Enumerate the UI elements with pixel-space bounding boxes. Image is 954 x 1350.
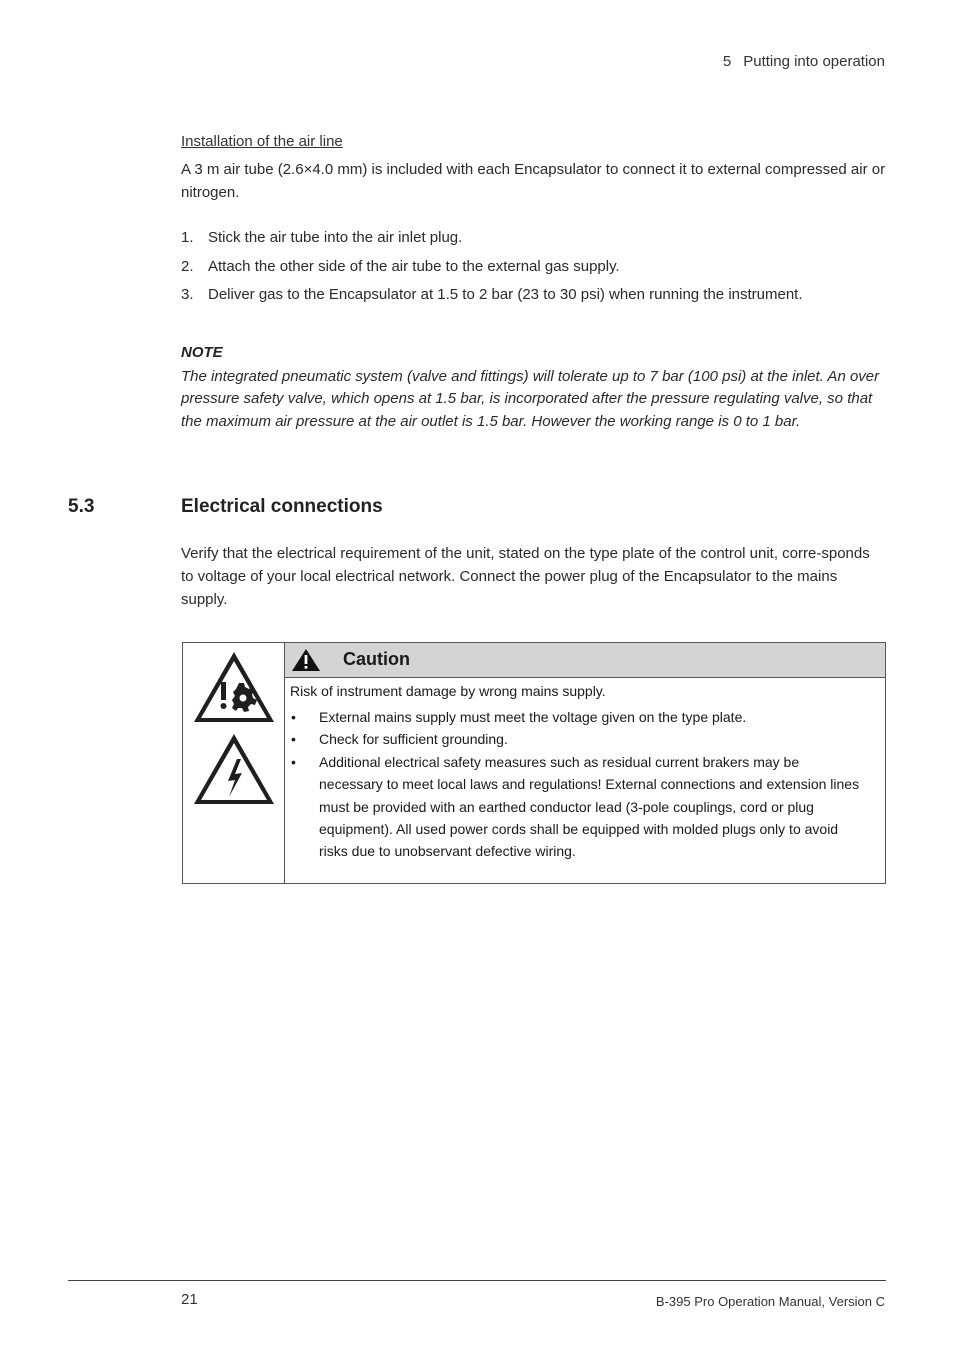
section-title: Electrical connections: [181, 496, 383, 517]
caution-item: Check for sufficient grounding.: [319, 731, 508, 748]
section-number: 5.3: [68, 496, 95, 517]
caution-item: Additional electrical safety measures such as residual current brakers may be necessary to meet local laws and regulations! External connections and extension lines must be provided with an earthed conductor lead (3-pole couplings, cord or plug equipment). All used power cords shall be equipped with molded plugs only to avoid risks due to unobservant defective wiring.: [319, 753, 860, 860]
caution-item: External mains supply must meet the voltage given on the type plate.: [319, 709, 747, 725]
list-item: [181, 286, 886, 315]
page-number: 21: [181, 1291, 198, 1308]
list-item: [181, 258, 886, 287]
list-item: [290, 751, 865, 863]
running-header: [723, 53, 885, 70]
caution-box: [182, 642, 886, 884]
step-number: 2.: [181, 257, 194, 275]
caution-list: [290, 706, 865, 863]
step-text: Deliver gas to the Encapsulator at 1.5 to 2 bar (23 to 30 psi) when running the instrument.: [208, 286, 803, 303]
list-item: [290, 706, 865, 728]
caution-label: Caution: [343, 649, 410, 669]
section-body: Verify that the electrical requirement of the unit, stated on the type plate of the control unit, corre-sponds to voltage of your local electrical network. Connect the power plug of the Encapsulator to the mains supply.: [181, 545, 870, 608]
machine-damage-warning-icon: [191, 649, 277, 725]
note-body: The integrated pneumatic system (valve and fittings) will tolerate up to 7 bar (100 psi) at the inlet. An over pressure safety valve, which opens at 1.5 bar, is incorporated after the pressure regulating valve, so that the maximum air pressure at the air outlet is 1.5 bar. However the working range is 0 to 1 bar.: [181, 368, 880, 430]
step-number: 1.: [181, 229, 194, 246]
caution-body: [290, 680, 865, 863]
list-item: [181, 229, 886, 258]
bullet: •: [291, 753, 296, 770]
document-title: B-395 Pro Operation Manual, Version C: [655, 1294, 885, 1309]
electrical-hazard-warning-icon: [191, 731, 277, 807]
intro-paragraph: A 3 m air tube (2.6×4.0 mm) is included with each Encapsulator to connect it to external compressed air or nitrogen.: [181, 161, 886, 201]
caution-header: [285, 643, 885, 678]
steps-list: [181, 229, 886, 315]
list-item: [290, 728, 865, 750]
chapter-number: 5: [722, 53, 732, 70]
caution-risk: Risk of instrument damage by wrong mains supply.: [290, 683, 606, 699]
step-number: 3.: [181, 286, 194, 303]
note-title: NOTE: [181, 344, 223, 361]
bullet: •: [291, 709, 296, 725]
bullet: •: [291, 731, 296, 748]
subsection-title: Installation of the air line: [181, 133, 343, 150]
warning-icons-column: [183, 643, 285, 883]
step-text: Stick the air tube into the air inlet plug.: [208, 229, 463, 246]
caution-triangle-icon: [291, 648, 321, 672]
step-text: Attach the other side of the air tube to the external gas supply.: [208, 257, 620, 275]
footer-divider: [68, 1280, 886, 1281]
chapter-title: Putting into operation: [743, 53, 885, 70]
